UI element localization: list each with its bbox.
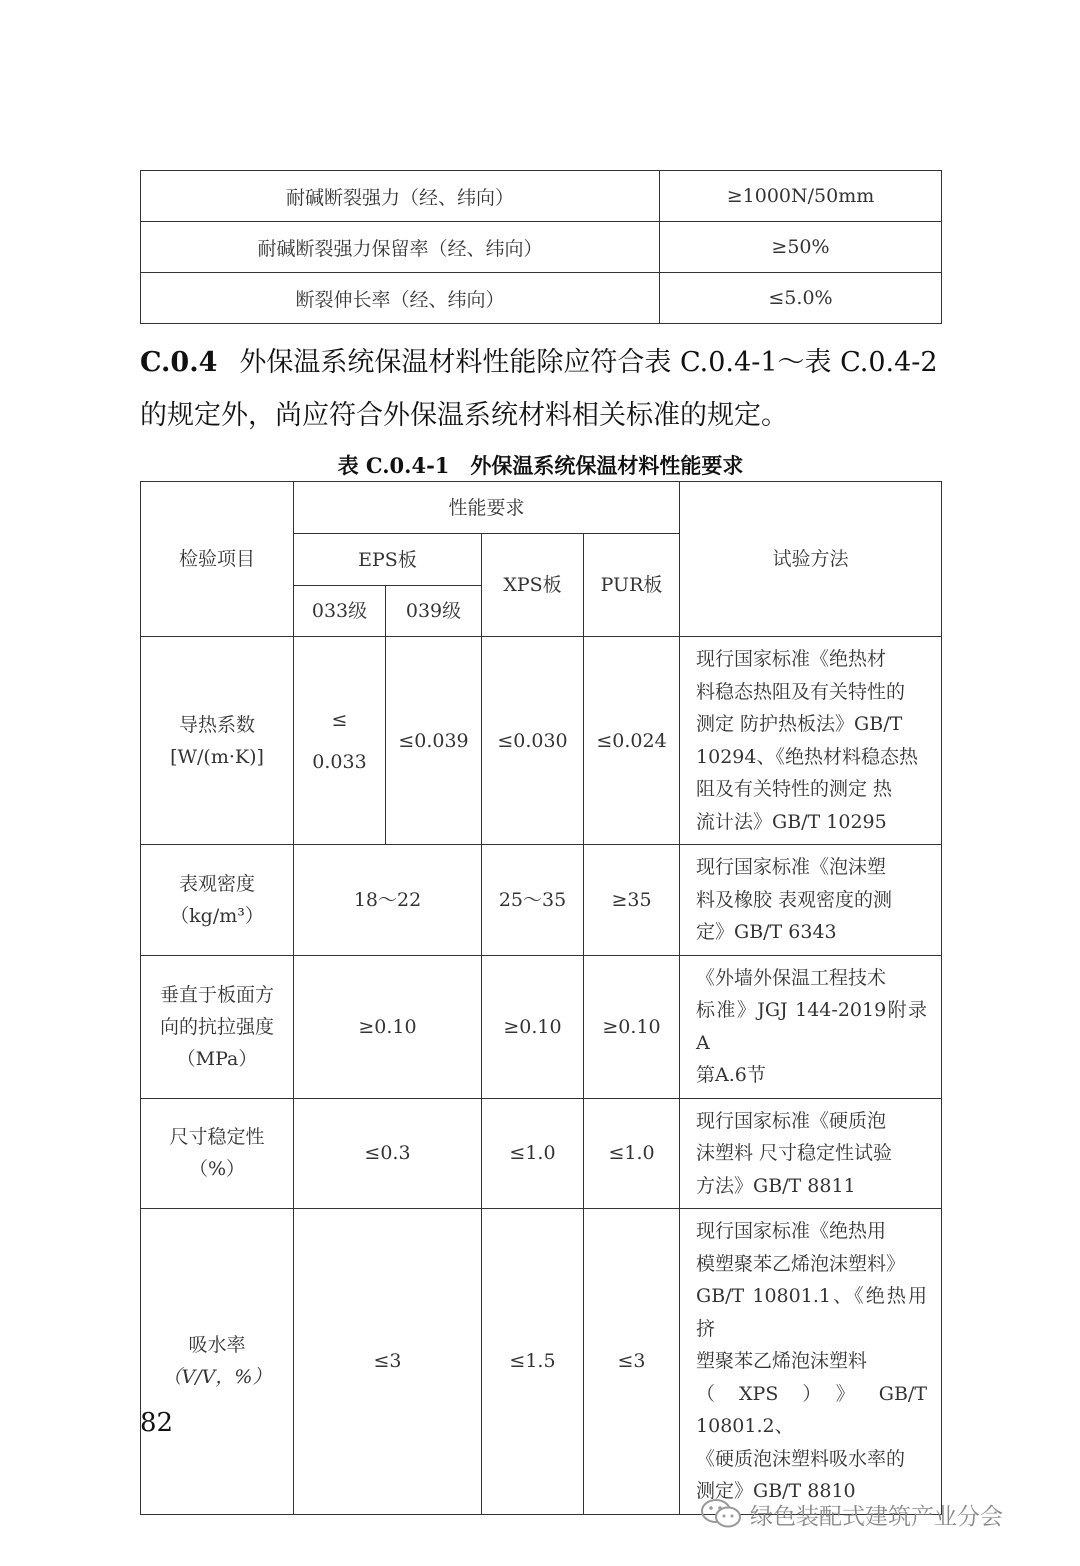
section-number: C.0.4 bbox=[140, 347, 218, 378]
section-text: 外保温系统保温材料性能除应符合表 C.0.4-1～表 C.0.4-2 的规定外，尚应符合外保温系统材料相关标准的规定。 bbox=[140, 347, 938, 431]
header-pur: PUR板 bbox=[584, 534, 680, 637]
value-cell: ≤3 bbox=[294, 1209, 482, 1515]
value-cell: ≥0.10 bbox=[294, 955, 482, 1098]
property-cell: 断裂伸长率（经、纬向） bbox=[141, 273, 660, 324]
header-xps: XPS板 bbox=[482, 534, 584, 637]
item-cell: 吸水率 （V/V，%） bbox=[141, 1209, 294, 1515]
table-row bbox=[141, 845, 942, 956]
section-paragraph bbox=[140, 336, 945, 442]
header-eps: EPS板 bbox=[294, 534, 482, 586]
value-cell: 25～35 bbox=[482, 845, 584, 956]
header-eps-033: 033级 bbox=[294, 586, 386, 637]
value-cell: ≤0.3 bbox=[294, 1098, 482, 1209]
value-cell: ≥1000N/50mm bbox=[660, 171, 942, 222]
table-title: 表 C.0.4-1 外保温系统保温材料性能要求 bbox=[337, 453, 744, 478]
wechat-icon bbox=[700, 1497, 742, 1531]
value-cell: ≤5.0% bbox=[660, 273, 942, 324]
item-cell: 尺寸稳定性 （%） bbox=[141, 1098, 294, 1209]
table-row bbox=[141, 1209, 942, 1515]
item-cell: 垂直于板面方 向的抗拉强度 （MPa） bbox=[141, 955, 294, 1098]
value-cell: ≤1.5 bbox=[482, 1209, 584, 1515]
insulation-performance-table bbox=[140, 481, 942, 1515]
table-row bbox=[141, 1098, 942, 1209]
method-cell: 现行国家标准《绝热材 料稳态热阻及有关特性的 测定 防护热板法》GB/T 10294、《绝热材料稳态热 阻及有关特性的测定 热 流计法》GB/T 10295 bbox=[680, 637, 942, 845]
table-row bbox=[141, 171, 942, 222]
method-cell: 现行国家标准《绝热用 模塑聚苯乙烯泡沫塑料》 GB/T 10801.1、《绝热用挤 塑聚苯乙烯泡沫塑料 （XPS）》GB/T 10801.2、 《硬质泡沫塑料吸水率的 测定》GB/T 8810 bbox=[680, 1209, 942, 1515]
method-cell: 《外墙外保温工程技术 标准》JGJ 144-2019附录A 第A.6节 bbox=[680, 955, 942, 1098]
value-cell: ≥0.10 bbox=[482, 955, 584, 1098]
value-cell: ≥35 bbox=[584, 845, 680, 956]
method-cell: 现行国家标准《硬质泡 沫塑料 尺寸稳定性试验 方法》GB/T 8811 bbox=[680, 1098, 942, 1209]
item-cell: 导热系数 [W/(m·K)] bbox=[141, 637, 294, 845]
table-row bbox=[141, 273, 942, 324]
value-cell: ≤0.039 bbox=[386, 637, 482, 845]
value-cell: ≤1.0 bbox=[584, 1098, 680, 1209]
value-cell: ≤ 0.033 bbox=[294, 637, 386, 845]
header-row bbox=[141, 482, 942, 534]
value-cell: ≤0.030 bbox=[482, 637, 584, 845]
table-row bbox=[141, 637, 942, 845]
value-cell: ≤3 bbox=[584, 1209, 680, 1515]
property-cell: 耐碱断裂强力保留率（经、纬向） bbox=[141, 222, 660, 273]
table-row bbox=[141, 222, 942, 273]
watermark bbox=[700, 1497, 1003, 1531]
continuation-table bbox=[140, 170, 942, 324]
header-performance: 性能要求 bbox=[294, 482, 680, 534]
value-cell: ≥50% bbox=[660, 222, 942, 273]
property-cell: 耐碱断裂强力（经、纬向） bbox=[141, 171, 660, 222]
header-item: 检验项目 bbox=[141, 482, 294, 637]
item-cell: 表观密度 （kg/m³） bbox=[141, 845, 294, 956]
value-cell: 18～22 bbox=[294, 845, 482, 956]
value-cell: ≤1.0 bbox=[482, 1098, 584, 1209]
table-row bbox=[141, 955, 942, 1098]
page-number: 82 bbox=[140, 1408, 174, 1438]
header-method: 试验方法 bbox=[680, 482, 942, 637]
value-cell: ≤0.024 bbox=[584, 637, 680, 845]
method-cell: 现行国家标准《泡沫塑 料及橡胶 表观密度的测 定》GB/T 6343 bbox=[680, 845, 942, 956]
watermark-text: 绿色装配式建筑产业分会 bbox=[750, 1503, 1003, 1530]
value-cell: ≥0.10 bbox=[584, 955, 680, 1098]
header-eps-039: 039级 bbox=[386, 586, 482, 637]
